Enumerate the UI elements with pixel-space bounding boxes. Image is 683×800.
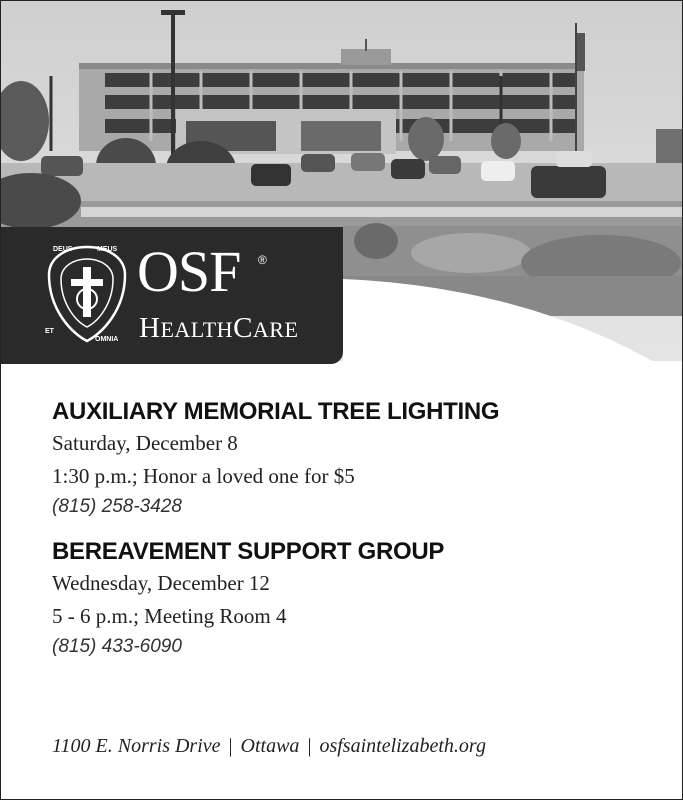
footer-address: 1100 E. Norris Drive xyxy=(52,735,221,757)
seal-word-et: ET xyxy=(45,328,54,335)
seal-word-omnia: OMNIA xyxy=(95,336,119,343)
event-phone[interactable]: (815) 258-3428 xyxy=(52,496,182,517)
brand-division: HEALTHCARE xyxy=(139,312,299,344)
osf-seal-icon xyxy=(39,241,135,347)
seal-word-deus: DEUS xyxy=(53,246,73,253)
event-date: Saturday, December 8 xyxy=(52,431,238,455)
events-list xyxy=(52,397,652,661)
event-item xyxy=(52,397,652,521)
event-date: Wednesday, December 12 xyxy=(52,571,270,595)
footer-separator: | xyxy=(228,735,233,757)
event-title: AUXILIARY MEMORIAL TREE LIGHTING xyxy=(52,398,500,425)
brand-name: OSF xyxy=(137,239,241,304)
registered-mark: ® xyxy=(258,253,267,267)
event-details: 5 - 6 p.m.; Meeting Room 4 xyxy=(52,604,287,628)
footer-website-link[interactable]: osfsaintelizabeth.org xyxy=(319,735,486,757)
event-title: BEREAVEMENT SUPPORT GROUP xyxy=(52,538,445,565)
footer-city: Ottawa xyxy=(240,735,300,757)
event-item xyxy=(52,537,652,661)
footer-contact xyxy=(52,735,486,758)
event-phone[interactable]: (815) 433-6090 xyxy=(52,636,182,657)
footer-separator: | xyxy=(307,735,312,757)
seal-word-meus: MEUS xyxy=(97,246,118,253)
event-details: 1:30 p.m.; Honor a loved one for $5 xyxy=(52,464,355,488)
